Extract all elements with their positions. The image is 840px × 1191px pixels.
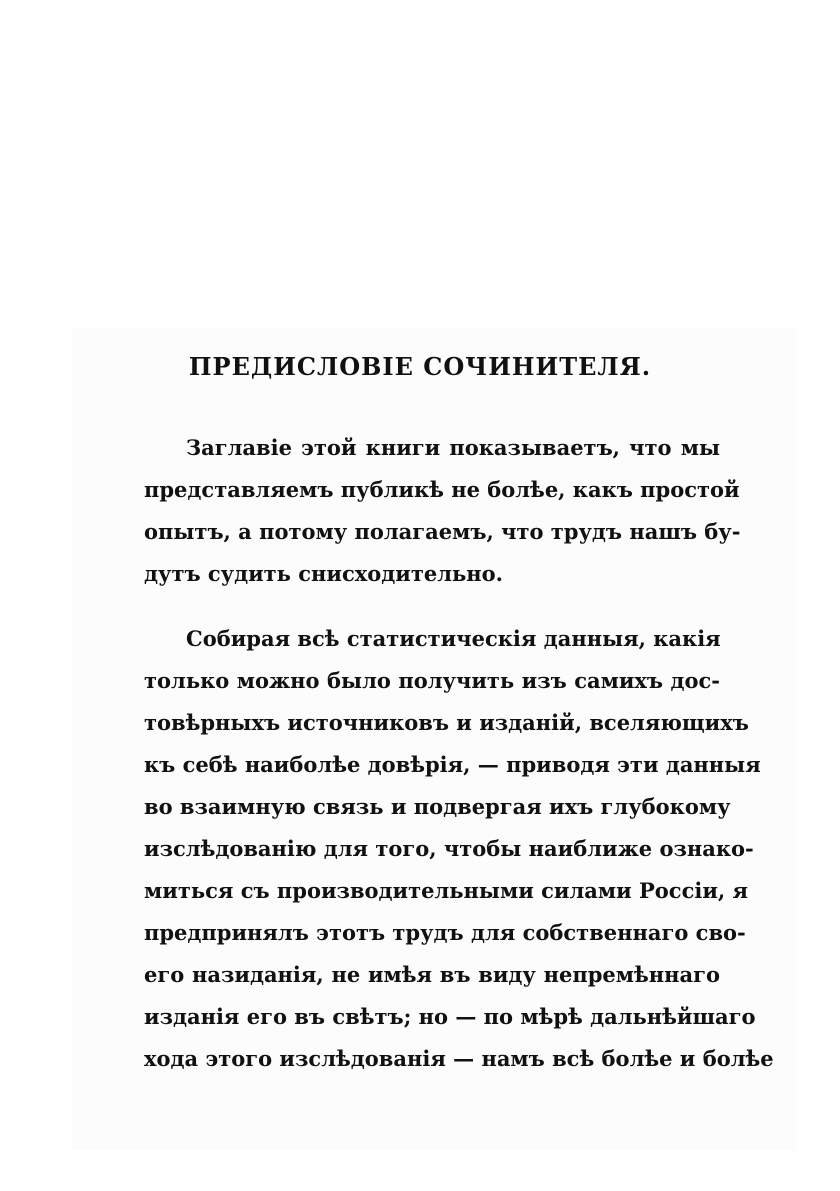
paragraph-1-line-1: Заглавіе этой книги показываетъ, что мы xyxy=(186,435,720,460)
paragraph-1-line-2: представляемъ публикѣ не болѣе, какъ простой xyxy=(144,477,740,502)
paragraph-2-line-8: предпринялъ этотъ трудъ для собственнаго сво- xyxy=(144,920,746,945)
paragraph-2-line-1: Собирая всѣ статистическія данныя, какія xyxy=(186,626,721,651)
paragraph-2-line-4: къ себѣ наиболѣе довѣрія, — приводя эти данныя xyxy=(144,752,761,777)
paragraph-2-line-3: товѣрныхъ источниковъ и изданій, вселяющихъ xyxy=(144,710,749,735)
paragraph-2-line-11: хода этого изслѣдованія — намъ всѣ болѣе и болѣе xyxy=(144,1046,774,1071)
preface-title: ПРЕДИСЛОВІЕ СОЧИНИТЕЛЯ. xyxy=(188,352,652,381)
paragraph-2-line-10: изданія его въ свѣтъ; но — по мѣрѣ дальнѣйшаго xyxy=(144,1004,756,1029)
paragraph-2-line-7: миться съ производительными силами Россіи, я xyxy=(144,878,749,903)
paragraph-1-line-4: дутъ судить снисходительно. xyxy=(144,561,503,586)
paragraph-2-line-6: изслѣдованію для того, чтобы наиближе ознако- xyxy=(144,836,754,861)
paragraph-2-line-5: во взаимную связь и подвергая ихъ глубокому xyxy=(144,794,731,819)
paragraph-2-line-2: только можно было получить изъ самихъ дос- xyxy=(144,668,720,693)
paragraph-2-line-9: его назиданія, не имѣя въ виду непремѣннаго xyxy=(144,962,720,987)
paragraph-1-line-3: опытъ, а потому полагаемъ, что трудъ нашъ бу- xyxy=(144,519,741,544)
